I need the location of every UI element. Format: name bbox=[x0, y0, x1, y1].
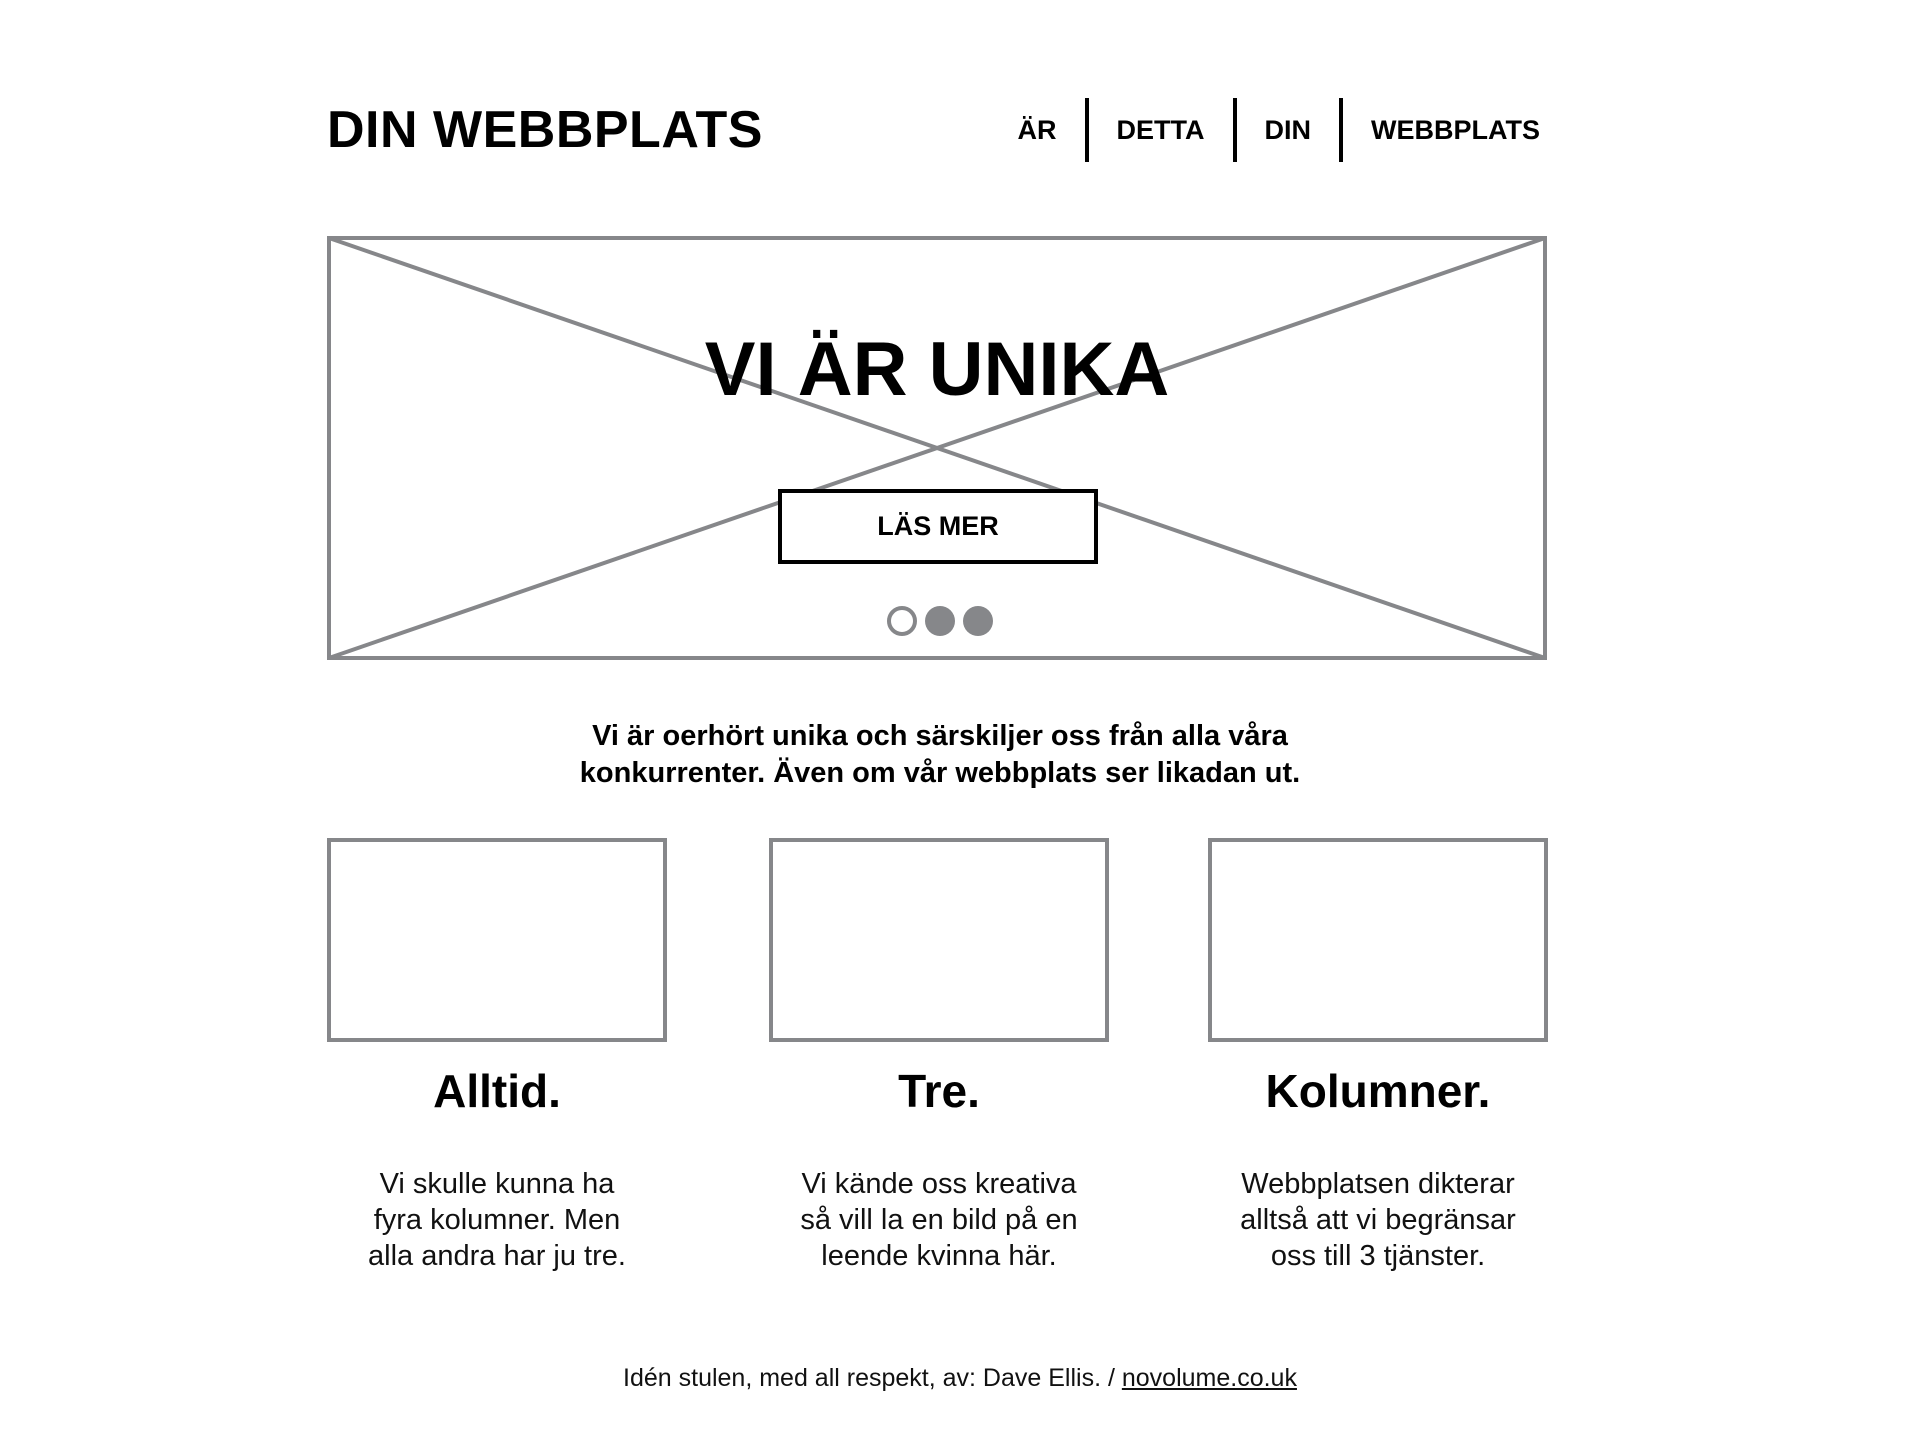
column-heading: Alltid. bbox=[433, 1065, 561, 1117]
footer-text: Idén stulen, med all respekt, av: Dave Ellis. / bbox=[623, 1364, 1122, 1392]
column-text-line: Vi kände oss kreativa bbox=[801, 1168, 1077, 1200]
column-heading: Tre. bbox=[898, 1065, 980, 1117]
column-text-line: leende kvinna här. bbox=[821, 1240, 1057, 1272]
image-placeholder bbox=[327, 838, 667, 1042]
nav-item-webbplats[interactable]: WEBBPLATS bbox=[1371, 115, 1540, 145]
column-heading: Kolumner. bbox=[1265, 1065, 1491, 1117]
read-more-button[interactable]: LÄS MER bbox=[778, 489, 1098, 564]
image-placeholder bbox=[1208, 838, 1548, 1042]
nav-item-detta[interactable]: DETTA bbox=[1116, 115, 1205, 145]
intro-line: konkurrenter. Även om vår webbplats ser likadan ut. bbox=[579, 757, 1301, 789]
hero-title: VI ÄR UNIKA bbox=[704, 327, 1170, 412]
site-title[interactable]: DIN WEBBPLATS bbox=[327, 101, 763, 159]
column-text-line: alla andra har ju tre. bbox=[368, 1240, 626, 1272]
nav-item-din[interactable]: DIN bbox=[1264, 115, 1311, 145]
carousel-dot[interactable] bbox=[963, 606, 993, 636]
column-text-line: så vill la en bild på en bbox=[800, 1204, 1078, 1236]
footer-credit bbox=[0, 1362, 1920, 1394]
column-text-line: fyra kolumner. Men bbox=[373, 1204, 621, 1236]
main-nav bbox=[990, 98, 1541, 162]
column-text bbox=[769, 1166, 1109, 1274]
column-text-line: Webbplatsen dikterar bbox=[1241, 1168, 1515, 1200]
carousel-dot-active[interactable] bbox=[887, 606, 917, 636]
image-placeholder bbox=[769, 838, 1109, 1042]
column-text-line: oss till 3 tjänster. bbox=[1270, 1240, 1486, 1272]
feature-column bbox=[1208, 838, 1548, 1274]
hero-image-placeholder bbox=[327, 236, 1547, 660]
column-text-line: alltså att vi begränsar bbox=[1240, 1204, 1516, 1236]
intro-text bbox=[460, 718, 1420, 792]
image-placeholder-cross bbox=[327, 236, 1547, 660]
feature-column bbox=[327, 838, 667, 1274]
intro-line: Vi är oerhört unika och särskiljer oss från alla våra bbox=[592, 720, 1288, 752]
column-text-line: Vi skulle kunna ha bbox=[379, 1168, 615, 1200]
column-text bbox=[327, 1166, 667, 1274]
carousel-dot[interactable] bbox=[925, 606, 955, 636]
footer-link[interactable]: novolume.co.uk bbox=[1121, 1364, 1297, 1392]
feature-column bbox=[769, 838, 1109, 1274]
carousel-dots bbox=[887, 606, 993, 636]
nav-item-ar[interactable]: ÄR bbox=[1017, 115, 1057, 145]
column-text bbox=[1208, 1166, 1548, 1274]
